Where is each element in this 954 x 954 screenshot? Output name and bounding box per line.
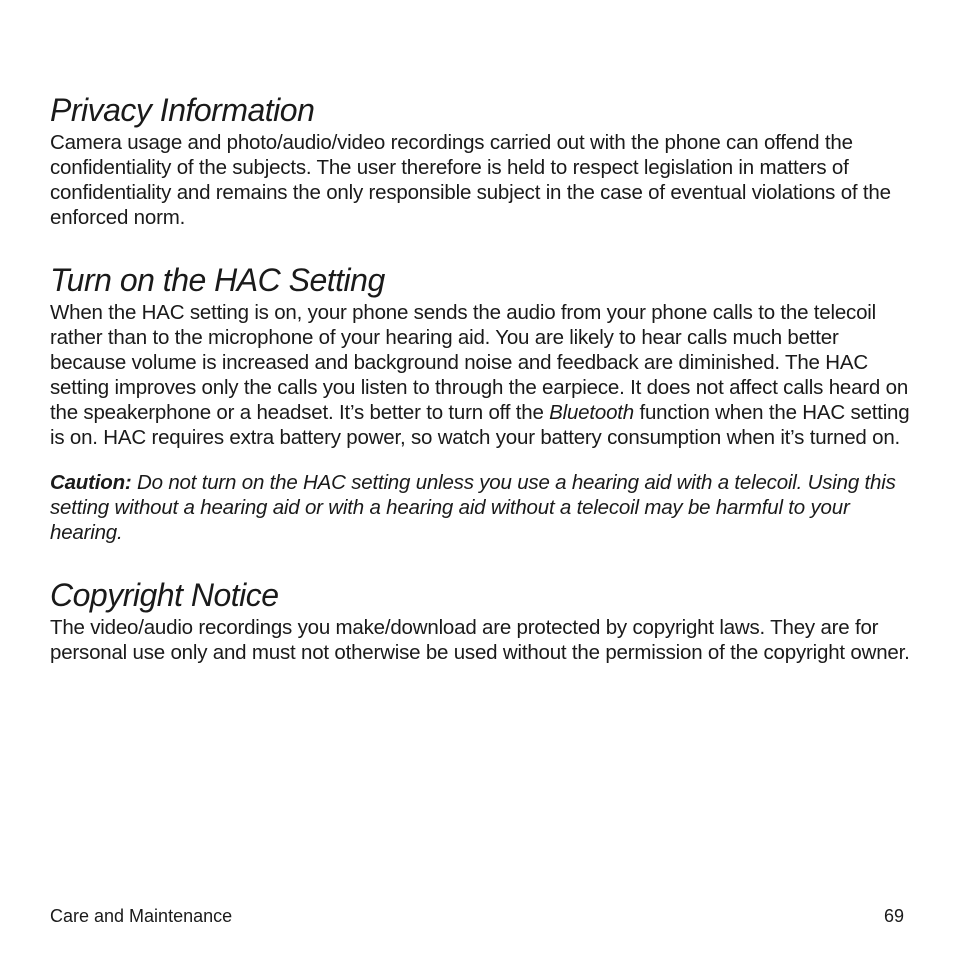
spacer [50, 230, 910, 260]
caution-text: Do not turn on the HAC setting unless you use a hearing aid with a telecoil. Using this setting without a hearing aid or with a hearing aid without a telecoil may be harmful to your hearing. [50, 471, 896, 544]
hac-paragraph [50, 300, 910, 450]
privacy-paragraph: Camera usage and photo/audio/video recordings carried out with the phone can offend the confidentiality of the subjects. The user therefore is held to respect legislation in matters of confidentiality and remains the only responsible subject in the case of eventual violations of the enforced norm. [50, 131, 891, 229]
bluetooth-term: Bluetooth [549, 401, 634, 424]
privacy-heading: Privacy Information [50, 92, 315, 128]
spacer [50, 545, 910, 575]
copyright-heading: Copyright Notice [50, 577, 279, 613]
caution-paragraph [50, 470, 910, 545]
hac-text-part-1: When the HAC setting is on, your phone sends the audio from your phone calls to the telecoil rather than to the microphone of your hearing aid. You are likely to hear calls much better because volume is increased and background noise and feedback are diminished. The HAC setting improves only the calls you listen to through the earpiece. It does not affect calls heard on the speakerphone or a headset. It’s better to turn off the [50, 301, 909, 424]
page-number: 69 [883, 906, 904, 926]
caution-label: Caution: [50, 471, 132, 494]
page-content [50, 90, 910, 665]
footer-chapter-title: Care and Maintenance [50, 906, 233, 926]
copyright-paragraph: The video/audio recordings you make/download are protected by copyright laws. They are for personal use only and must not otherwise be used without the permission of the copyright owner. [50, 616, 910, 664]
spacer [50, 450, 910, 470]
hac-text-part-2: function when the HAC setting is on. HAC requires extra battery power, so watch your battery consumption when it’s turned on. [50, 401, 910, 449]
hac-heading: Turn on the HAC Setting [50, 262, 385, 298]
